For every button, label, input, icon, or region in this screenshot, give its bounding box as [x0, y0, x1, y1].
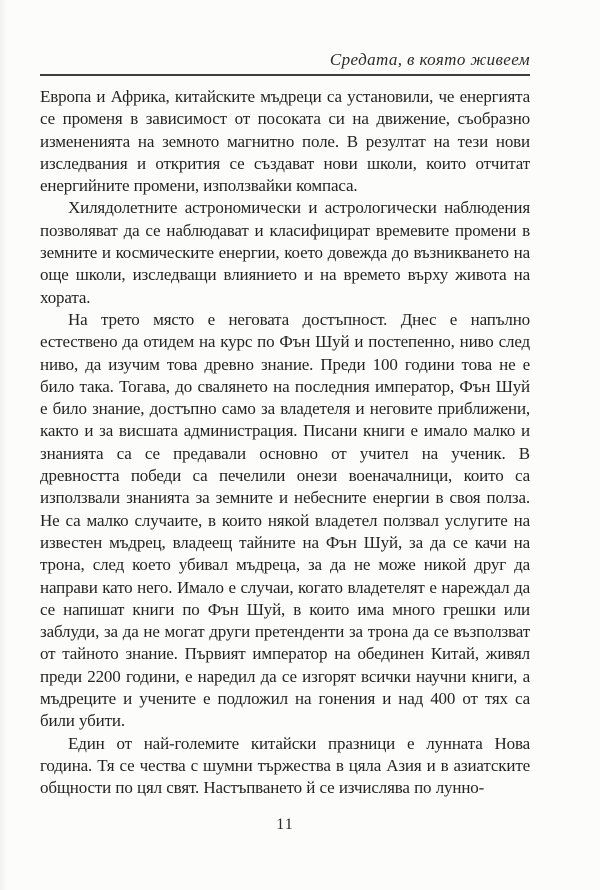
paragraph-2: Хилядолетните астрономически и астрологически наблюдения позволяват да се наблюдават и класифицират времевите промени в земните и космическите енергии, което довежда до възникването на още школи, изследващи влиянието и на времето върху живота на хората. — [40, 198, 530, 307]
paragraph-4: Един от най-големите китайски празници е лунната Нова година. Тя се чества с шумни тържества в цяла Азия и в азиатските общности по цял свят. Настъпването й се изчислява по лунно- — [40, 733, 530, 798]
running-head — [40, 50, 530, 76]
body-text — [40, 86, 530, 800]
running-head-title: Средата, в която живеем — [329, 50, 530, 69]
paragraph-3: На трето място е неговата достъпност. Днес е напълно естествено да отидем на курс по Фън Шуй и постепенно, ниво след ниво, да изучим това древно знание. Преди 100 години това не е било така. Тогава, до свалянето на последния император, Фън Шуй е било знание, достъпно само за владетеля и неговите приближени, както и за висшата администрация. Писани книги е имало малко и знанията са се предавали основно от учител на ученик. В древността победи са печелили онези военачалници, които са използвали знанията за земните и небесните енергии в своя полза. Не са малко случаите, в които някой владетел ползвал услугите на известен мъдрец, владеещ тайните на Фън Шуй, за да се качи на трона, след което убивал мъдреца, за да не може никой друг да направи като него. Имало е случаи, когато владетелят е нареждал да се напишат книги по Фън Шуй, в които има много грешки или заблуди, за да не могат други претенденти за трона да се възползват от тайното знание. Първият император на обединен Китай, живял преди 2200 години, е наредил да се изгорят всички научни книги, а мъдреците и учените е подложил на гонения и над 400 от тях са били убити. — [40, 309, 530, 731]
paragraph-1: Европа и Африка, китайските мъдреци са установили, че енергията се променя в зависимост от посоката си на движение, съобразно измененията на земното магнитно поле. В резултат на тези нови изследвания и открития се създават нови школи, които отчитат енергийните промени, използвайки компаса. — [40, 87, 530, 196]
page-number: 11 — [276, 816, 294, 833]
